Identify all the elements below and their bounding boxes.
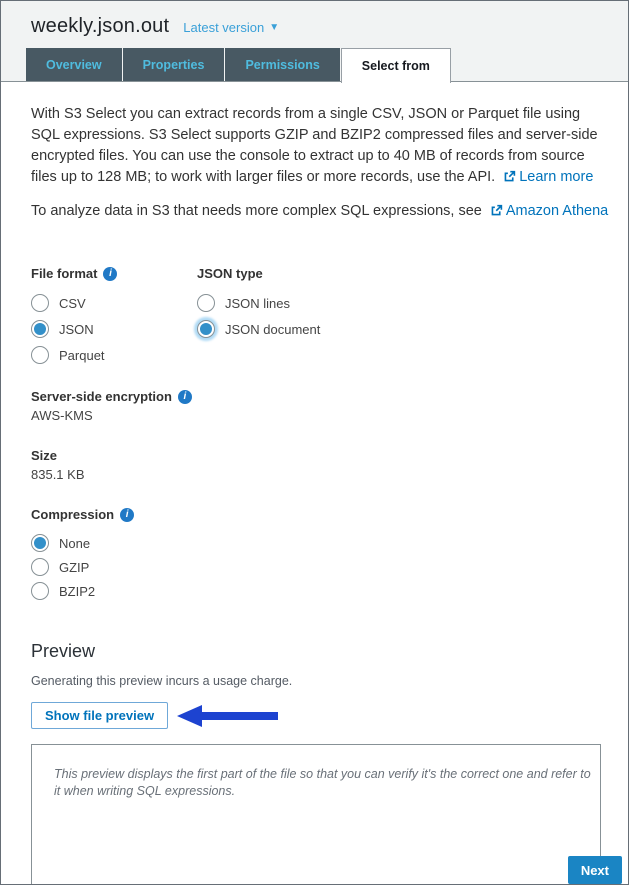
radio-button[interactable] (197, 294, 215, 312)
encryption-value: AWS-KMS (31, 408, 93, 423)
athena-paragraph (31, 201, 609, 222)
json-type-group (197, 266, 320, 368)
size-field (31, 448, 598, 482)
annotation-arrow-icon (177, 704, 278, 728)
external-link-icon (490, 204, 503, 217)
tab-properties[interactable]: Properties (123, 48, 225, 81)
radio-label: None (59, 535, 91, 551)
version-selector-label: Latest version (183, 20, 265, 35)
radio-json-lines[interactable] (197, 290, 320, 316)
athena-text: To analyze data in S3 that needs more complex SQL expressions, see (31, 203, 482, 219)
preview-action-row (31, 702, 598, 729)
info-icon[interactable]: i (120, 508, 134, 522)
radio-parquet[interactable] (31, 342, 197, 368)
radio-button[interactable] (31, 346, 49, 364)
info-icon[interactable]: i (178, 390, 192, 404)
amazon-athena-link[interactable] (486, 203, 608, 219)
tab-select-from[interactable]: Select from (341, 48, 451, 83)
tab-overview[interactable]: Overview (26, 48, 122, 81)
encryption-label (31, 389, 598, 404)
radio-button[interactable] (31, 558, 49, 576)
page-title: weekly.json.out (31, 15, 170, 37)
preview-section (31, 641, 598, 885)
radio-button-selected[interactable] (31, 320, 49, 338)
preview-usage-note: Generating this preview incurs a usage charge. (31, 674, 293, 688)
radio-none[interactable] (31, 531, 598, 555)
learn-more-label: Learn more (519, 169, 594, 185)
radio-json[interactable] (31, 316, 197, 342)
title-row (1, 1, 628, 38)
radio-label: CSV (59, 295, 86, 311)
preview-heading: Preview (31, 641, 96, 661)
encryption-label-text: Server-side encryption (31, 389, 172, 404)
radio-bzip2[interactable] (31, 579, 598, 603)
json-type-label (197, 266, 320, 281)
compression-label (31, 507, 598, 522)
radio-label: Parquet (59, 347, 105, 363)
select-from-panel (1, 82, 628, 885)
size-value: 835.1 KB (31, 467, 85, 482)
radio-label: JSON lines (225, 295, 291, 311)
size-label (31, 448, 598, 463)
radio-csv[interactable] (31, 290, 197, 316)
preview-box (31, 744, 601, 885)
file-format-label (31, 266, 197, 281)
compression-group (31, 507, 598, 603)
show-file-preview-button[interactable]: Show file preview (31, 702, 168, 729)
radio-label: JSON (59, 321, 94, 337)
radio-button[interactable] (31, 294, 49, 312)
file-format-label-text: File format (31, 266, 98, 281)
radio-label: BZIP2 (59, 583, 96, 599)
radio-button-selected[interactable] (31, 534, 49, 552)
learn-more-link[interactable] (499, 169, 593, 185)
object-header (1, 1, 628, 82)
tab-bar (26, 48, 628, 81)
preview-placeholder-text: This preview displays the first part of the file so that you can verify it's the correct one and refer to it when writing SQL expressions. (54, 767, 591, 798)
version-selector[interactable] (183, 20, 279, 35)
size-label-text: Size (31, 448, 58, 463)
intro-paragraph (31, 104, 609, 188)
tab-permissions[interactable]: Permissions (225, 48, 339, 81)
compression-label-text: Compression (31, 507, 115, 522)
intro-text: With S3 Select you can extract records from a single CSV, JSON or Parquet file using SQL expressions. S3 Select supports GZIP and BZIP2 compressed files and server-side encrypted files. You can use the console to extract up to 40 MB of records from source files up to 128 MB; to work with larger files or more records, use the API. (31, 106, 598, 185)
radio-label: JSON document (225, 321, 321, 337)
file-format-group (31, 266, 197, 368)
info-icon[interactable]: i (103, 267, 117, 281)
format-section (31, 266, 598, 368)
radio-gzip[interactable] (31, 555, 598, 579)
radio-button-selected[interactable] (197, 320, 215, 338)
amazon-athena-label: Amazon Athena (505, 203, 609, 219)
json-type-label-text: JSON type (197, 266, 263, 281)
radio-json-document[interactable] (197, 316, 320, 342)
external-link-icon (503, 170, 516, 183)
chevron-down-icon: ▼ (269, 22, 280, 33)
radio-button[interactable] (31, 582, 49, 600)
encryption-field (31, 389, 598, 423)
radio-label: GZIP (59, 559, 90, 575)
next-button[interactable]: Next (568, 856, 622, 884)
